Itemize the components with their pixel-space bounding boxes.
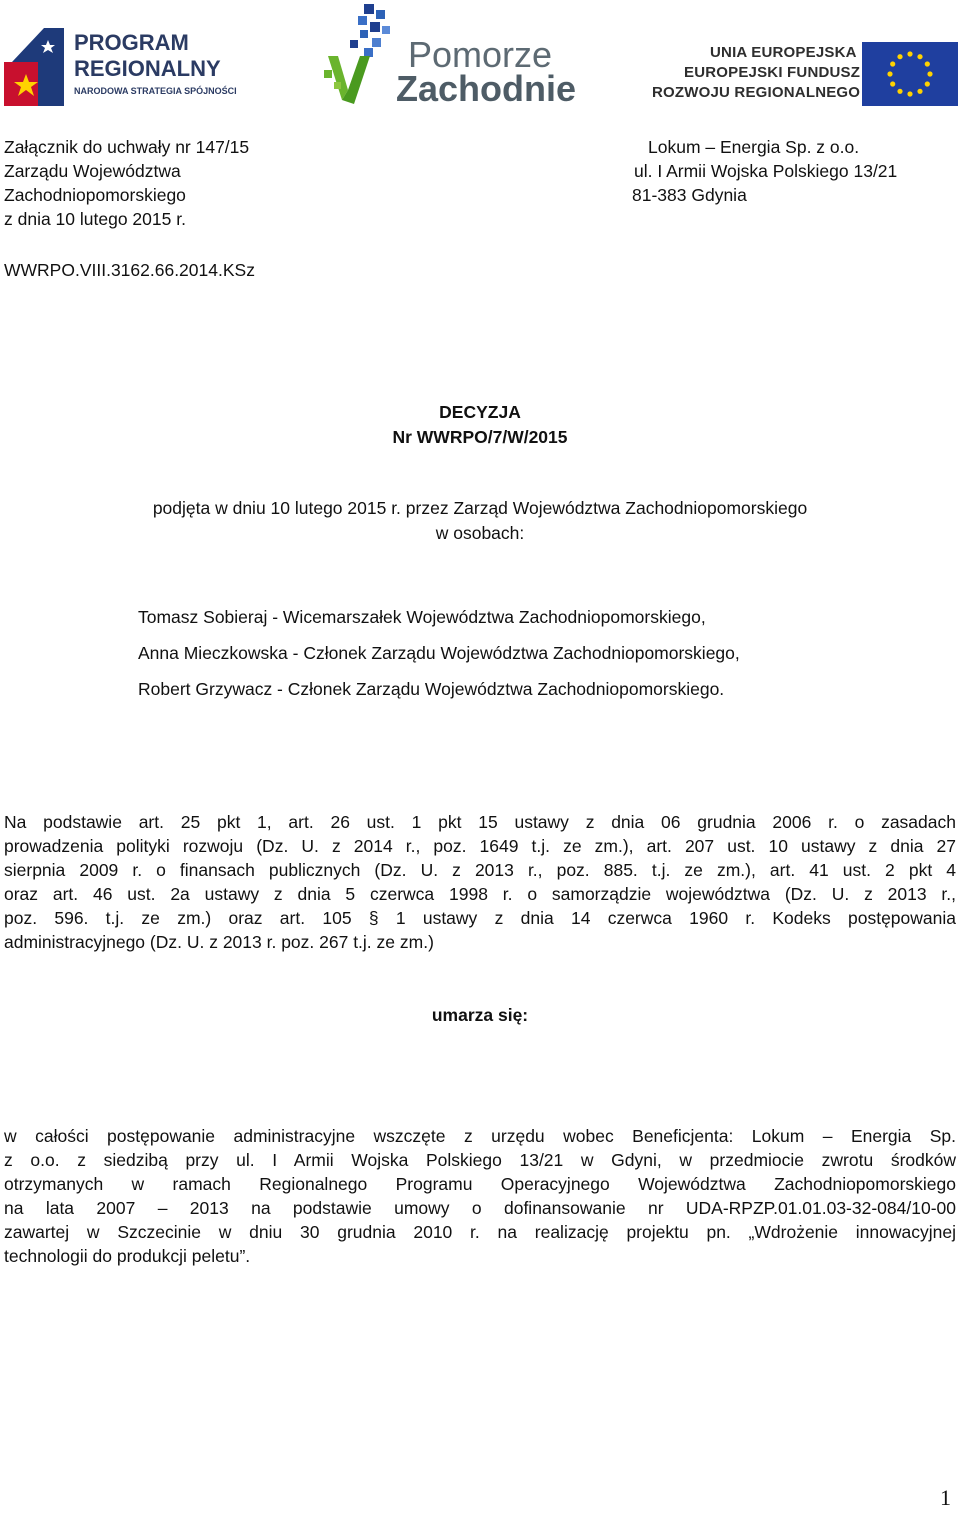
program-logo-line2: REGIONALNY: [74, 56, 221, 81]
header-left-line: Zachodniopomorskiego: [4, 185, 186, 205]
ue-logo-line1: UNIA EUROPEJSKA: [710, 44, 857, 61]
member-line: Tomasz Sobieraj - Wicemarszałek Województwa Zachodniopomorskiego,: [138, 607, 706, 627]
intro-line: podjęta w dniu 10 lutego 2015 r. przez Zarząd Województwa Zachodniopomorskiego: [152, 498, 808, 518]
addressee-line: Lokum – Energia Sp. z o.o.: [648, 137, 860, 157]
document-title: DECYZJA: [439, 402, 521, 422]
member-line: Robert Grzywacz - Członek Zarządu Województwa Zachodniopomorskiego.: [138, 679, 725, 699]
header-left-line: z dnia 10 lutego 2015 r.: [4, 209, 186, 229]
decision-text-line: w całości postępowanie administracyjne wszczęte z urzędu wobec Beneficjenta: Lokum – Energia Sp.: [4, 1126, 956, 1146]
page-number: 1: [940, 1485, 951, 1510]
legal-basis-line: prowadzenia polityki rozwoju (Dz. U. z 2014 r., poz. 1649 t.j. ze zm.), art. 207 ust. 10 ustawy z dnia 27: [4, 836, 956, 856]
decision-heading: umarza się:: [431, 1005, 529, 1025]
pomorze-logo-line1: Pomorze: [408, 34, 553, 75]
pomorze-zachodnie-logo: [320, 0, 580, 110]
intro-line: w osobach:: [435, 523, 525, 543]
reference-number: WWRPO.VIII.3162.66.2014.KSz: [4, 260, 255, 280]
decision-number: Nr WWRPO/7/W/2015: [392, 427, 568, 447]
program-logo-line1: PROGRAM: [74, 30, 189, 55]
program-logo-line3: NARODOWA STRATEGIA SPÓJNOŚCI: [74, 86, 237, 96]
pomorze-zachodnie-emblem-icon: [320, 0, 396, 110]
header-left-line: Zarządu Województwa: [4, 161, 181, 181]
decision-text-line: technologii do produkcji peletu”.: [4, 1246, 251, 1266]
unia-europejska-logo: [648, 40, 960, 108]
member-line: Anna Mieczkowska - Członek Zarządu Województwa Zachodniopomorskiego,: [138, 643, 740, 663]
decision-text-line: na lata 2007 – 2013 na podstawie umowy o dofinansowanie nr UDA-RPZP.01.01.03-32-084/10-00: [4, 1198, 956, 1218]
legal-basis-line: sierpnia 2009 r. o finansach publicznych (Dz. U. z 2013 r., poz. 885. t.j. ze zm.), art. 41 ust. 2 pkt 4: [4, 860, 956, 880]
ue-logo-line3: ROZWOJU REGIONALNEGO: [652, 84, 861, 101]
legal-basis-line: Na podstawie art. 25 pkt 1, art. 26 ust. 1 pkt 15 ustawy z dnia 06 grudnia 2006 r. o zasadach: [4, 812, 956, 832]
decision-text-line: otrzymanych w ramach Regionalnego Programu Operacyjnego Województwa Zachodniopomorskiego: [4, 1174, 956, 1194]
addressee-line: ul. I Armii Wojska Polskiego 13/21: [634, 161, 898, 181]
program-regionalny-logo: [4, 22, 254, 110]
eu-flag-icon: [862, 42, 958, 106]
pomorze-logo-line2: Zachodnie: [396, 68, 577, 109]
legal-basis-line: oraz art. 46 ust. 2a ustawy z dnia 5 czerwca 1998 r. o samorządzie województwa (Dz. U. z 2013 r.,: [4, 884, 956, 904]
decision-text-line: z o.o. z siedzibą przy ul. I Armii Wojska Polskiego 13/21 w Gdyni, w przedmiocie zwrotu środków: [4, 1150, 956, 1170]
ue-logo-line2: EUROPEJSKI FUNDUSZ: [684, 64, 861, 81]
program-regionalny-emblem-icon: [4, 22, 68, 106]
decision-text-line: zawartej w Szczecinie w dniu 30 grudnia 2010 r. na realizację projektu pn. „Wdrożenie innowacyjnej: [4, 1222, 956, 1242]
addressee-line: 81-383 Gdynia: [632, 185, 747, 205]
legal-basis-line: administracyjnego (Dz. U. z 2013 r. poz. 267 t.j. ze zm.): [4, 932, 434, 952]
legal-basis-line: poz. 596. t.j. ze zm.) oraz art. 105 § 1 ustawy z dnia 14 czerwca 1960 r. Kodeks postępowania: [4, 908, 956, 928]
header-left-line: Załącznik do uchwały nr 147/15: [4, 137, 250, 157]
